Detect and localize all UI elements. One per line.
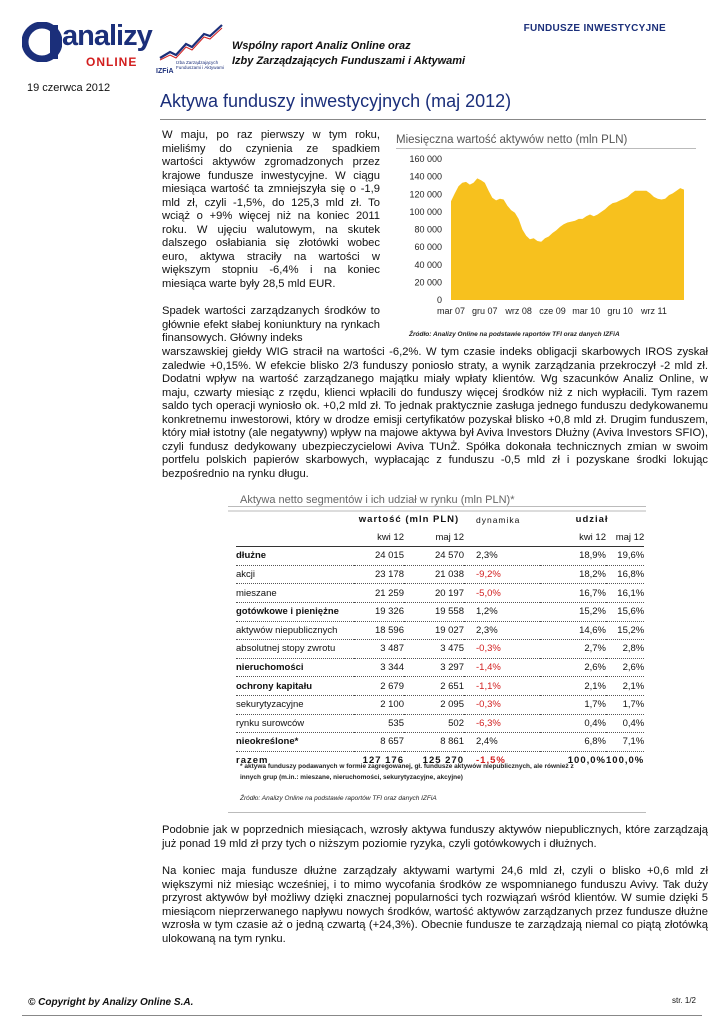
dynamics: -0,3% [464,640,540,659]
share-may: 1,7% [606,695,644,714]
total-share-apr: 100,0% [567,755,606,767]
table-row [236,565,644,584]
aum-area-chart [396,150,696,325]
analizy-logo-icon [22,22,62,62]
table-footnote-line-1: * aktywa funduszy podawanych w formie zagregowanej, gł. fundusze aktywów niepublicznych, ale również z [240,763,574,770]
chart-title: Miesięczna wartość aktywów netto (mln PLN) [396,134,628,146]
value-apr: 3 344 [354,658,404,677]
page-title: Aktywa funduszy inwestycyjnych (maj 2012) [160,91,512,111]
value-may: 19 027 [404,621,464,640]
value-apr: 24 015 [354,547,404,566]
table-row [236,677,644,696]
value-may: 3 475 [404,640,464,659]
y-tick-label: 0 [436,295,442,305]
table-row [236,695,644,714]
segment-name: akcji [236,565,354,584]
table-column-header-row [236,529,644,547]
value-apr: 2 100 [354,695,404,714]
value-apr: 2 679 [354,677,404,696]
izfia-text: Izba Zarządzających Funduszami i Aktywami [176,60,224,70]
x-tick-label: mar 07 [436,306,466,316]
page-number: str. 1/2 [671,996,696,1005]
group-header-dynamics: dynamika [476,514,521,525]
col-header-value-may: maj 12 [404,529,464,547]
segment-name: nieokreślone* [236,733,354,752]
value-may: 24 570 [404,547,464,566]
dynamics: -5,0% [464,584,540,603]
y-tick-label: 80 000 [414,224,442,235]
value-may: 20 197 [404,584,464,603]
group-header-value: wartość (mln PLN) [358,514,460,526]
dynamics: -6,3% [464,714,540,733]
section-label: FUNDUSZE INWESTYCYJNE [523,23,666,34]
col-header-share-apr: kwi 12 [540,529,606,547]
table-title: Aktywa netto segmentów i ich udział w rynku (mln PLN)* [240,494,515,506]
value-may: 19 558 [404,602,464,621]
logo-sub: ONLINE [86,55,138,69]
aum-area-series [451,178,684,300]
dynamics: 2,3% [464,547,540,566]
share-apr: 16,7% [540,584,606,603]
segment-name: aktywów niepublicznych [236,621,354,640]
paragraph-1: W maju, po raz pierwszy w tym roku, mieliśmy do czynienia ze spadkiem wartości aktywów zgromadzonych przez krajowe fundusze inwestycyjne. W ciągu miesiąca wartość ta zmniejszyła się o -1,9 mld zł, czyli -1,5%, do 125,3 mld zł. To wciąż o +9% więcej niż na koniec 2011 roku. W ujęciu walutowym, na skutek dalszego osłabiania się złotówki wobec euro, aktywa straciły na wartości w większym stopniu -6,4% i na koniec miesiąca warte były 28,5 mld EUR. [162,129,380,290]
segment-name: gotówkowe i pieniężne [236,602,354,621]
table-row [236,640,644,659]
x-tick-label: gru 07 [472,306,498,316]
value-apr: 18 596 [354,621,404,640]
share-may: 15,2% [606,621,644,640]
share-apr: 1,7% [540,695,606,714]
izfia-logo-icon [156,22,226,62]
y-tick-label: 160 000 [409,154,442,164]
total-share-may: 100,0% [606,755,645,767]
segment-name: absolutnej stopy zwrotu [236,640,354,659]
y-tick-label: 100 000 [409,206,442,217]
table-row [236,733,644,752]
y-tick-label: 120 000 [409,189,442,200]
dynamics: 1,2% [464,602,540,621]
col-header-share-may: maj 12 [606,529,644,547]
y-tick-label: 140 000 [409,171,442,182]
segments-table [236,511,644,769]
dynamics: -0,3% [464,695,540,714]
segment-name: nieruchomości [236,658,354,677]
x-tick-label: wrz 08 [505,306,532,316]
segment-name: mieszane [236,584,354,603]
value-apr: 3 487 [354,640,404,659]
share-apr: 6,8% [540,733,606,752]
share-may: 7,1% [606,733,644,752]
report-date: 19 czerwca 2012 [27,82,111,94]
table-row [236,584,644,603]
table-row [236,621,644,640]
table-row [236,547,644,566]
table-row [236,714,644,733]
report-line-1: Wspólny raport Analiz Online oraz [232,40,411,52]
chart-source: Źródło: Analizy Online na podstawie raportów TFI oraz danych IZFiA [409,331,620,338]
segment-name: sekurytyzacyjne [236,695,354,714]
chart-title-divider [396,148,696,149]
table-row [236,602,644,621]
logo-name: analizy [62,20,152,52]
total-label: razem [236,755,269,767]
y-tick-label: 40 000 [414,259,442,270]
y-tick-label: 20 000 [414,277,442,288]
value-may: 3 297 [404,658,464,677]
share-apr: 18,9% [540,547,606,566]
total-value-may: 125 270 [422,755,464,767]
table-footnote-line-2: innych grup (m.in.: mieszane, nieruchomości, sekurytyzacyjne, akcyjne) [240,774,463,781]
izfia-logo [156,22,226,78]
report-line-2: Izby Zarządzających Funduszami i Aktywami [232,55,466,67]
y-tick-label: 60 000 [414,242,442,253]
share-apr: 2,7% [540,640,606,659]
share-apr: 2,1% [540,677,606,696]
share-may: 19,6% [606,547,644,566]
share-apr: 14,6% [540,621,606,640]
total-dynamics: -1,5% [476,755,506,767]
col-header-value-apr: kwi 12 [354,529,404,547]
report-header [232,39,465,69]
x-tick-label: cze 09 [539,306,566,316]
share-apr: 15,2% [540,602,606,621]
value-apr: 535 [354,714,404,733]
paragraph-3: Podobnie jak w poprzednich miesiącach, wzrosły aktywa funduszy aktywów niepublicznych, które zarządzają już ponad 19 mld zł przy tych o niższym poziomie ryzyka, czyli gotówkowych i dłużnych. [162,824,708,850]
table-footnote [240,761,574,783]
dynamics: 2,3% [464,621,540,640]
table-bottom-rule [228,812,646,813]
dynamics: -9,2% [464,565,540,584]
dynamics: -1,1% [464,677,540,696]
table-row [236,658,644,677]
paragraph-2-start: Spadek wartości zarządzanych środków to głównie efekt słabej koniunktury na rynkach finansowych. Główny indeks [162,305,380,344]
segment-name: rynku surowców [236,714,354,733]
share-apr: 0,4% [540,714,606,733]
share-may: 2,6% [606,658,644,677]
value-apr: 8 657 [354,733,404,752]
segment-name: dłużne [236,547,354,566]
x-tick-label: mar 10 [572,306,601,316]
dynamics: 2,4% [464,733,540,752]
title-divider [160,119,706,120]
value-apr: 19 326 [354,602,404,621]
value-may: 2 651 [404,677,464,696]
value-may: 21 038 [404,565,464,584]
table-source: Źródło: Analizy Online na podstawie raportów TFI oraz danych IZFiA [240,795,437,802]
table-top-rule [228,506,646,507]
table-group-header-row [236,511,644,529]
segment-name: ochrony kapitału [236,677,354,696]
paragraph-2-continued: warszawskiej giełdy WIG stracił na wartości -6,2%. W tym czasie indeks obligacji skarbowych IROS zyskał zaledwie +0,15%. W efekcie blisko 2/3 funduszy poniosło straty, a wynik zarządzania przekroczył -2 mld zł. Dodatni wpływ na wartość zarządzanego majątku miały wpłaty klientów. Wg szacunków Analiz Online, w maju, czwarty miesiąc z rzędu, klienci wpłacili do funduszy więcej środków niż z nich wypłacili. Tym razem saldo tych operacji wyniosło ok. +0,2 mld zł. To jednak praktycznie zasługa jednego funduszu dedykowanemu konkretnemu inwestorowi, który w drodze emisji certyfikatów pozyskał blisko +0,8 mld zł. Drugim funduszem, który miał istotny (ale negatywny) wpływ na majowe aktywa był Aviva Investors Dłużny (Aviva Investors SFIO), czyli fundusz dedykowany ubezpieczycielowi Aviva TUnŻ. Spółka dokonała technicznych zmian w swoim portfelu polskich papierów skarbowych, wypłacając z funduszu -0,5 mld zł i pozyskane środki lokując bezpośrednio na rynku długu. [162,346,708,480]
izfia-name: IZFiA [156,68,174,75]
value-apr: 21 259 [354,584,404,603]
value-may: 2 095 [404,695,464,714]
footer-divider [22,1015,702,1016]
share-apr: 2,6% [540,658,606,677]
total-value-apr: 127 176 [362,755,404,767]
share-apr: 18,2% [540,565,606,584]
value-apr: 23 178 [354,565,404,584]
value-may: 8 861 [404,733,464,752]
group-header-share: udział [575,514,609,526]
analizy-online-logo [22,20,152,76]
share-may: 2,1% [606,677,644,696]
share-may: 16,8% [606,565,644,584]
share-may: 2,8% [606,640,644,659]
table-body [236,547,644,752]
share-may: 16,1% [606,584,644,603]
x-tick-label: gru 10 [607,306,633,316]
paragraph-4: Na koniec maja fundusze dłużne zarządzały aktywami wartymi 24,6 mld zł, czyli o blisko +0,6 mld zł większymi niż miesiąc wcześniej, i to mimo wycofania środków ze wspomnianego funduszu Avivy. Tak duży przyrost aktywów był możliwy dzięki znacznej popularności tych rozwiązań wśród klientów. W sumie dzięki 5 miesiącom nieprzerwanego napływu nowych środków, wartość aktywów zarządzanych przez fundusze dłużne wzrosła w tym czasie aż o jedną czwartą (+24,3%). Obecnie fundusze te zarządzają niemal co piątą złotówką ulokowaną na tym rynku. [162,865,708,945]
x-tick-label: wrz 11 [641,306,667,316]
value-may: 502 [404,714,464,733]
share-may: 0,4% [606,714,644,733]
share-may: 15,6% [606,602,644,621]
copyright: © Copyright by Analizy Online S.A. [28,997,194,1008]
dynamics: -1,4% [464,658,540,677]
